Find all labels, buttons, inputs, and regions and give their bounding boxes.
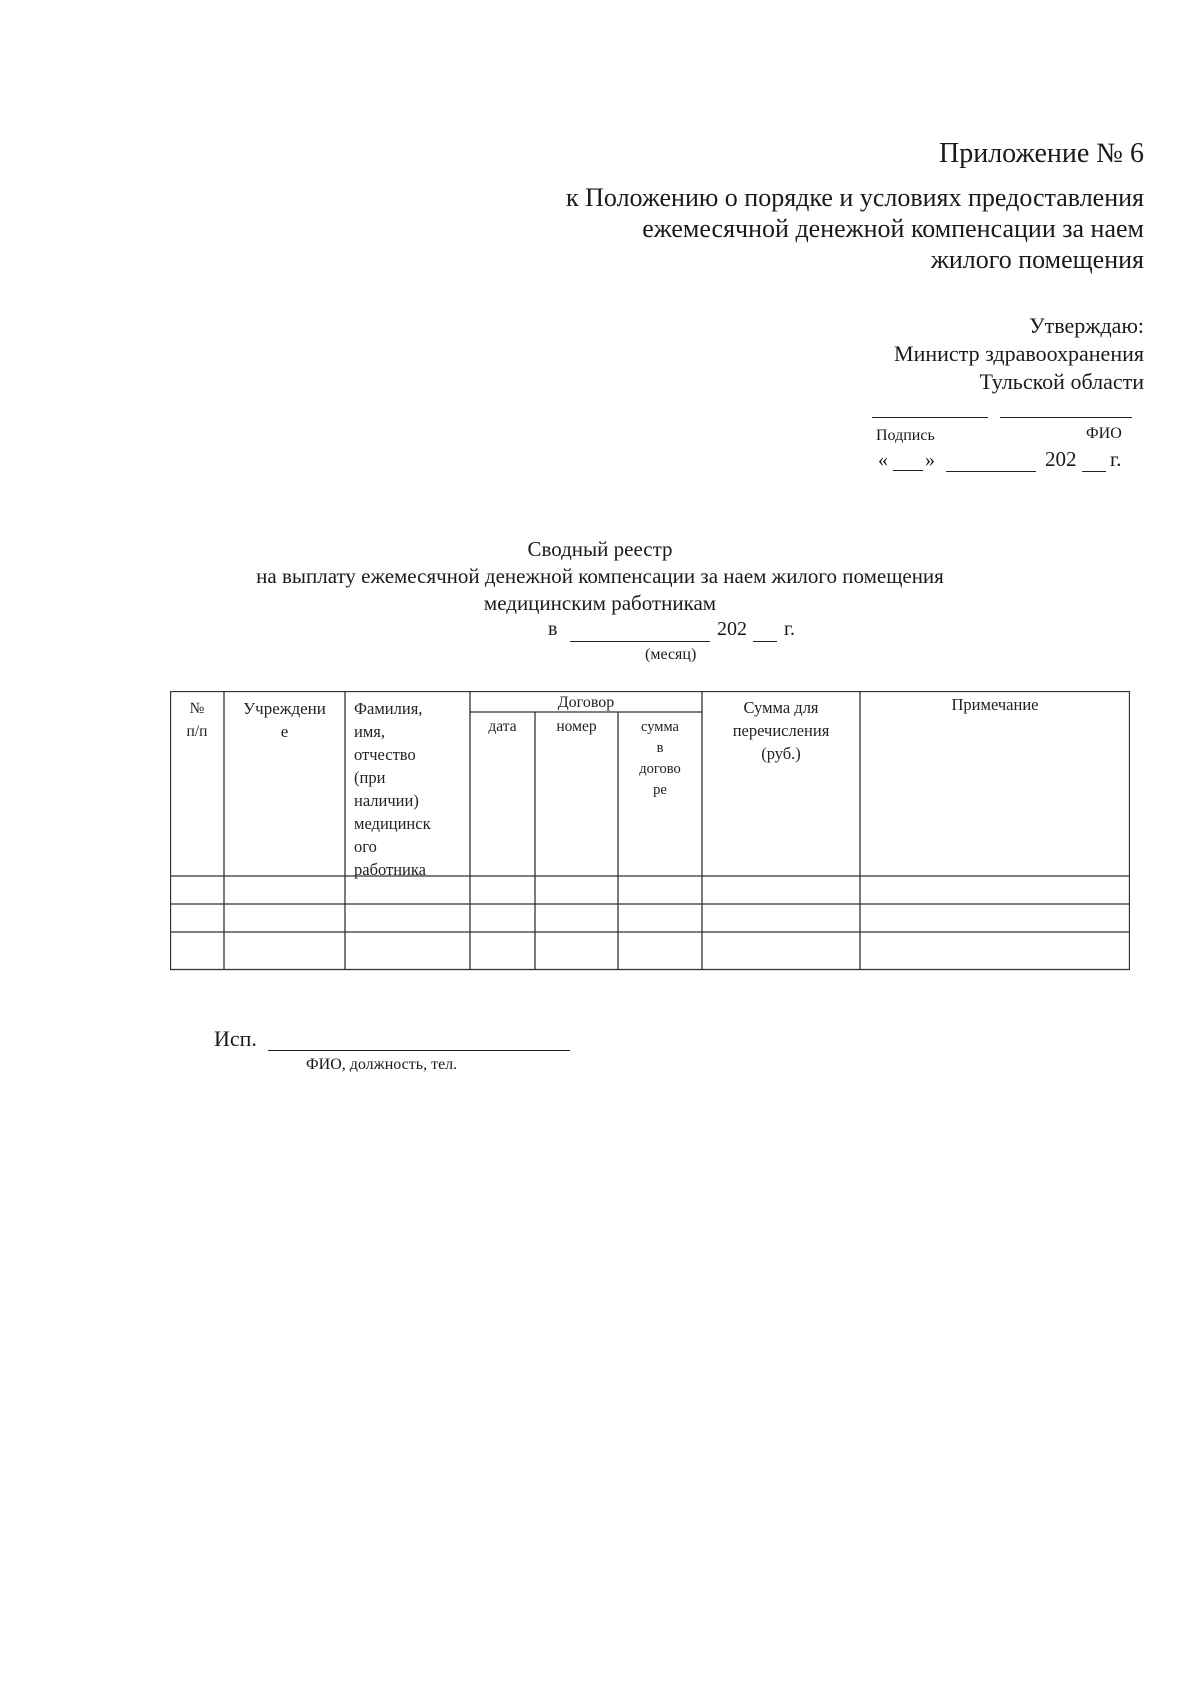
- approval-line-2: Министр здравоохранения: [894, 341, 1144, 366]
- signature-label: Подпись: [876, 427, 935, 444]
- header-full-name-line-4: (при: [354, 768, 386, 787]
- header-institution-line-2: е: [280, 722, 289, 741]
- header-transfer-sum-line-2: перечисления: [732, 721, 830, 740]
- header-contract-sum: [618, 717, 702, 801]
- header-number-line-1: №: [189, 700, 205, 717]
- header-institution-line-1: Учреждени: [243, 699, 326, 718]
- header-contract-sum-line-3: догово: [639, 761, 681, 777]
- header-full-name-line-7: ого: [354, 837, 377, 856]
- month-caption: (месяц): [645, 646, 697, 663]
- register-title: [0, 536, 1200, 617]
- date-day-line[interactable]: [893, 470, 923, 471]
- header-full-name-line-8: работника: [354, 860, 426, 879]
- date-month-line[interactable]: [946, 471, 1036, 472]
- approval-block: [894, 312, 1144, 396]
- approval-year: 202: [1045, 447, 1077, 471]
- header-transfer-sum: [702, 696, 860, 765]
- approval-year-suffix: г.: [1110, 447, 1122, 471]
- appendix-subtitle-line-1: к Положению о порядке и условиях предоставления: [566, 183, 1144, 212]
- header-number: [170, 697, 224, 743]
- executor-label: Исп.: [214, 1026, 257, 1051]
- signature-line[interactable]: [872, 417, 988, 418]
- table-row[interactable]: [170, 905, 1130, 932]
- header-full-name-line-6: медицинск: [354, 814, 431, 833]
- header-contract: Договор: [557, 694, 615, 711]
- register-year-line[interactable]: [753, 641, 777, 642]
- appendix-title: Приложение № 6: [939, 138, 1144, 169]
- header-contract-date: дата: [488, 718, 517, 735]
- fio-label: ФИО: [1086, 425, 1122, 442]
- fio-line[interactable]: [1000, 417, 1132, 418]
- table-row[interactable]: [170, 933, 1130, 969]
- header-contract-sum-line-4: ре: [653, 782, 667, 798]
- header-institution: [224, 697, 345, 743]
- register-table: [170, 691, 1130, 971]
- header-full-name-line-2: имя,: [354, 722, 385, 741]
- header-contract-sum-line-2: в: [656, 740, 664, 756]
- approval-line-3: Тульской области: [979, 369, 1144, 394]
- header-full-name-line-1: Фамилия,: [354, 699, 423, 718]
- date-quote-open: «: [878, 449, 888, 471]
- header-full-name-line-5: наличии): [354, 791, 419, 810]
- appendix-subtitle-line-3: жилого помещения: [930, 245, 1144, 274]
- executor-caption: ФИО, должность, тел.: [306, 1056, 458, 1073]
- header-full-name: [354, 697, 466, 881]
- header-full-name-line-3: отчество: [354, 745, 416, 764]
- executor-line[interactable]: [268, 1050, 570, 1051]
- appendix-subtitle: [566, 182, 1144, 275]
- register-title-line-1: Сводный реестр: [527, 537, 673, 561]
- header-contract-number: номер: [556, 718, 597, 735]
- header-number-line-2: п/п: [186, 723, 208, 740]
- approval-line-1: Утверждаю:: [1029, 313, 1144, 338]
- approval-year-line[interactable]: [1082, 471, 1106, 472]
- month-line[interactable]: [570, 641, 710, 642]
- register-title-line-3: медицинским работникам: [483, 591, 717, 615]
- table-row[interactable]: [170, 877, 1130, 904]
- header-transfer-sum-line-3: (руб.): [761, 744, 801, 763]
- appendix-subtitle-line-2: ежемесячной денежной компенсации за наем: [642, 214, 1144, 243]
- header-note: Примечание: [951, 695, 1039, 714]
- date-quote-close: »: [925, 449, 935, 471]
- register-year: 202: [717, 618, 747, 640]
- register-year-suffix: г.: [784, 618, 795, 640]
- register-title-line-2: на выплату ежемесячной денежной компенсации за наем жилого помещения: [256, 564, 944, 588]
- header-contract-sum-line-1: сумма: [641, 719, 679, 735]
- header-transfer-sum-line-1: Сумма для: [743, 698, 819, 717]
- month-prefix: в: [548, 618, 558, 640]
